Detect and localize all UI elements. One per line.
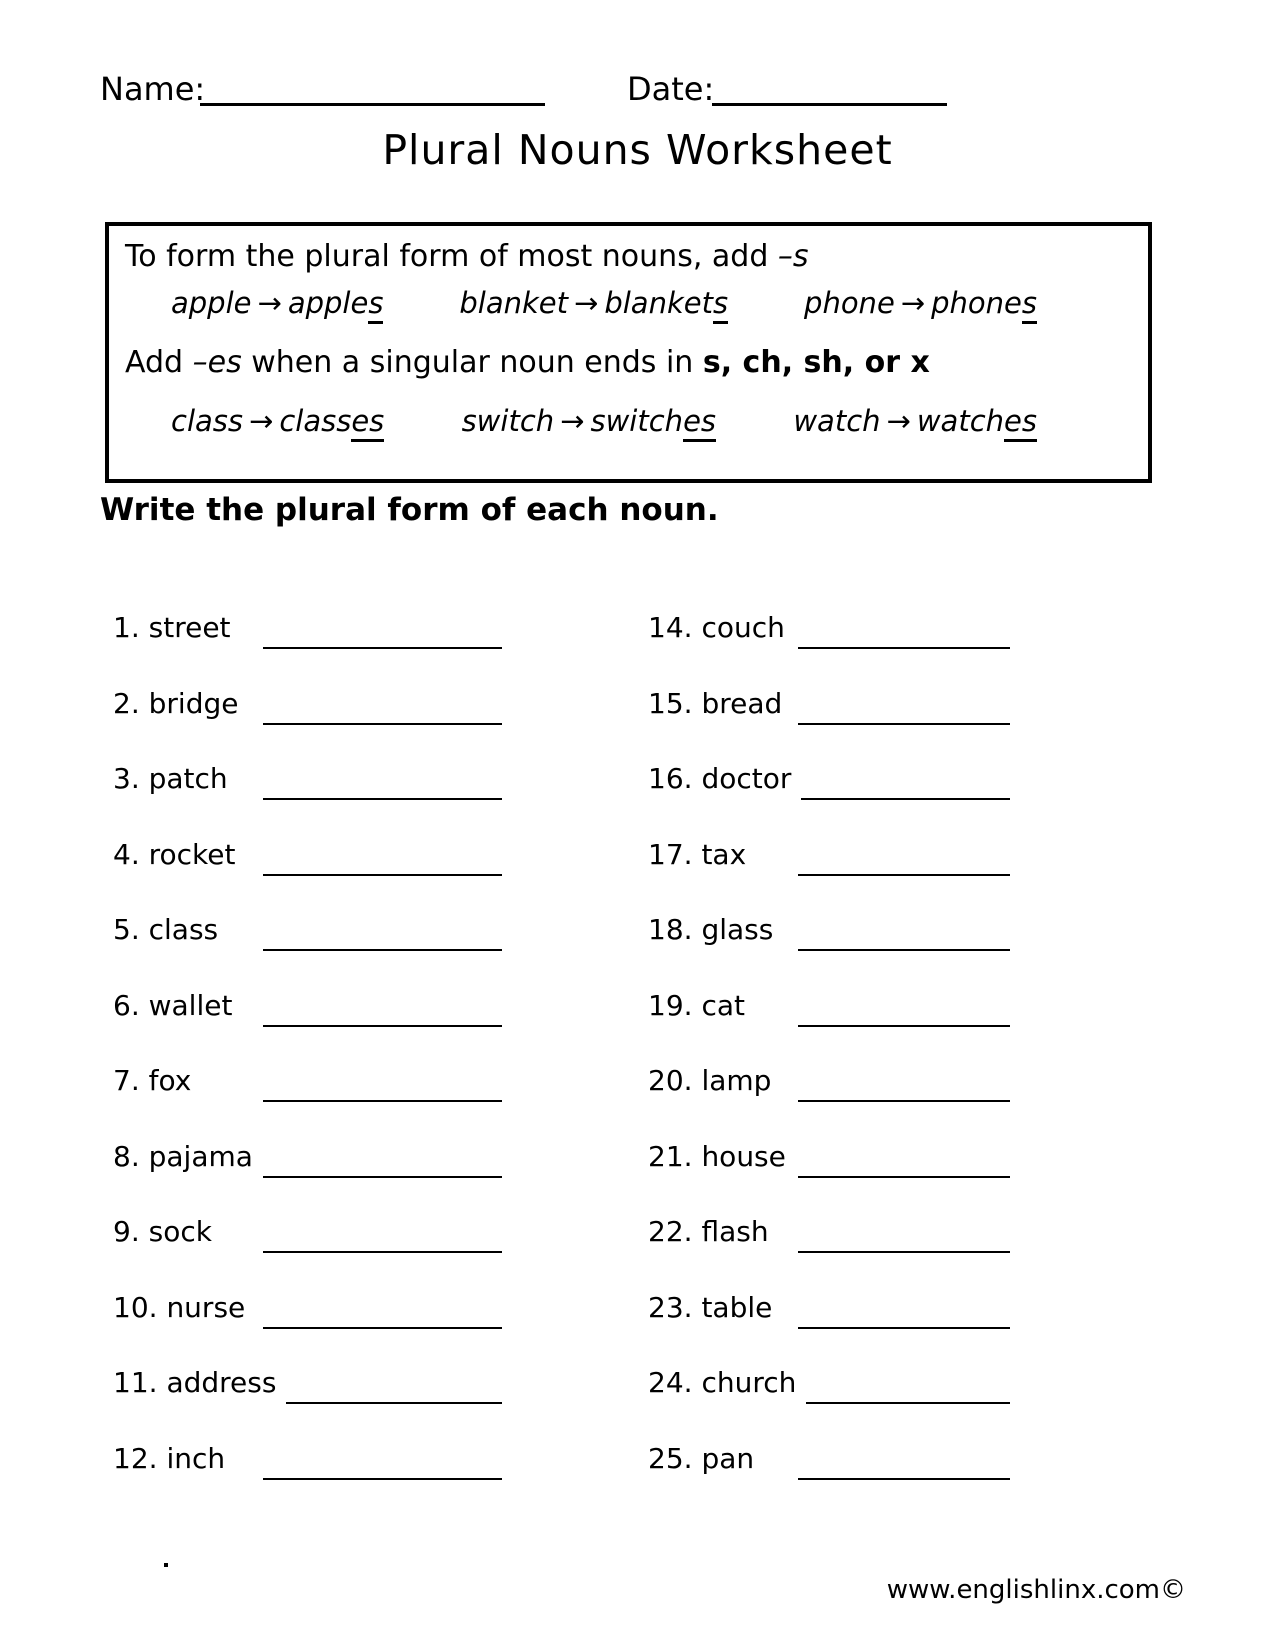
item-number: 14. (648, 611, 693, 644)
item-number: 17. (648, 837, 693, 871)
item-label (648, 1064, 798, 1098)
arrow-icon: → (574, 286, 599, 320)
rule-2-middle: when a singular noun ends in (241, 345, 703, 380)
item-number: 4. (113, 837, 140, 871)
item-number: 10. (113, 1290, 158, 1324)
instruction-text: Write the plural form of each noun. (100, 492, 719, 528)
item-word: class (148, 913, 219, 946)
item-row (648, 975, 1010, 1051)
item-word: church (701, 1366, 797, 1399)
item-label (113, 762, 263, 796)
date-blank-line (712, 70, 947, 106)
item-row (113, 1201, 502, 1277)
example-plural-stem: blanket (604, 286, 713, 320)
item-label (113, 1215, 263, 1249)
item-number: 22. (648, 1215, 693, 1248)
rule-1-before: To form the plural form of most nouns, add (125, 239, 778, 274)
answer-blank (798, 1215, 1010, 1253)
item-row (113, 597, 502, 673)
item-number: 5. (113, 913, 140, 946)
item-label (648, 1215, 798, 1249)
stray-dot (164, 1563, 168, 1567)
item-number: 16. (648, 762, 693, 795)
example-plural-stem: switch (590, 404, 684, 438)
example-plural-stem: phone (931, 286, 1022, 320)
item-word: lamp (701, 1064, 772, 1097)
example-plural-suffix: s (713, 286, 728, 324)
worksheet-list-right (648, 597, 1010, 1503)
example-switch (462, 404, 716, 438)
item-number: 18. (648, 913, 693, 946)
rule-2-before: Add (125, 345, 193, 380)
answer-blank (798, 1064, 1010, 1102)
item-label (648, 611, 798, 645)
item-label (648, 838, 798, 872)
answer-blank (801, 762, 1010, 800)
answer-blank (263, 838, 502, 876)
item-label (113, 1064, 263, 1098)
rule-2-text (125, 344, 1132, 382)
answer-blank (263, 1291, 502, 1329)
item-row (113, 1428, 502, 1504)
answer-blank (798, 1291, 1010, 1329)
item-number: 2. (113, 686, 140, 720)
item-word: patch (148, 762, 228, 795)
example-class (171, 404, 384, 438)
example-plural-stem: watch (916, 404, 1005, 438)
item-label (113, 1140, 263, 1174)
item-label (648, 1366, 806, 1400)
example-watch (793, 404, 1037, 438)
item-row (113, 1277, 502, 1353)
item-label (648, 989, 798, 1023)
item-word: table (701, 1290, 773, 1324)
arrow-icon: → (249, 404, 274, 438)
item-row (648, 1277, 1010, 1353)
page-title: Plural Nouns Worksheet (382, 126, 893, 174)
item-word: rocket (148, 837, 236, 871)
item-word: inch (166, 1441, 226, 1475)
item-row (648, 824, 1010, 900)
item-word: sock (148, 1215, 212, 1248)
rule-2-endings: s, ch, sh, or x (702, 345, 930, 380)
item-row (113, 975, 502, 1051)
item-row (648, 748, 1010, 824)
item-row (113, 824, 502, 900)
item-word: address (166, 1366, 277, 1399)
item-label (648, 687, 798, 721)
item-label (113, 1442, 263, 1476)
item-row (113, 1126, 502, 1202)
item-row (648, 597, 1010, 673)
answer-blank (263, 611, 502, 649)
item-label (113, 1291, 263, 1325)
answer-blank (263, 1442, 502, 1480)
example-singular: watch (793, 404, 881, 438)
item-label (648, 913, 798, 947)
item-word: house (701, 1139, 786, 1173)
item-row (648, 673, 1010, 749)
item-word: glass (701, 913, 774, 946)
item-number: 1. (113, 611, 140, 644)
answer-blank (798, 989, 1010, 1027)
item-label (648, 1140, 798, 1174)
item-number: 24. (648, 1366, 693, 1399)
example-plural-suffix: es (683, 404, 716, 442)
example-plural-suffix: es (351, 404, 384, 442)
item-label (648, 1442, 798, 1476)
item-row (648, 1352, 1010, 1428)
item-label (113, 913, 263, 947)
item-number: 15. (648, 686, 693, 720)
item-word: cat (701, 988, 745, 1022)
item-number: 7. (113, 1064, 140, 1097)
item-word: fox (148, 1064, 192, 1097)
answer-blank (798, 1140, 1010, 1178)
example-phone (804, 286, 1037, 320)
rules-box (105, 222, 1152, 483)
example-plural-suffix: s (1022, 286, 1037, 324)
name-blank-line (200, 70, 545, 106)
item-word: bridge (148, 686, 239, 720)
item-word: couch (701, 611, 785, 644)
item-row (113, 673, 502, 749)
item-row (113, 748, 502, 824)
answer-blank (798, 1442, 1010, 1480)
example-plural-suffix: s (368, 286, 383, 324)
answer-blank (263, 687, 502, 725)
item-row (113, 1352, 502, 1428)
answer-blank (286, 1366, 502, 1404)
answer-blank (263, 1215, 502, 1253)
worksheet-list-left (113, 597, 502, 1503)
answer-blank (263, 1140, 502, 1178)
example-plural-suffix: es (1004, 404, 1037, 442)
item-row (648, 1050, 1010, 1126)
item-word: wallet (148, 988, 233, 1022)
answer-blank (798, 838, 1010, 876)
footer-url: www.englishlinx.com© (886, 1575, 1186, 1605)
item-label (113, 838, 263, 872)
example-apple (171, 286, 383, 320)
item-row (648, 1428, 1010, 1504)
name-label: Name: (100, 70, 206, 108)
item-number: 8. (113, 1139, 140, 1173)
item-number: 6. (113, 988, 140, 1022)
answer-blank (263, 1064, 502, 1102)
item-word: nurse (166, 1290, 246, 1324)
item-label (648, 1291, 798, 1325)
item-number: 3. (113, 762, 140, 795)
example-singular: class (171, 404, 243, 438)
rule-1-examples (125, 286, 1132, 320)
item-word: pajama (148, 1139, 253, 1173)
item-row (648, 899, 1010, 975)
item-number: 23. (648, 1290, 693, 1324)
item-label (113, 687, 263, 721)
arrow-icon: → (886, 404, 911, 438)
example-singular: blanket (459, 286, 569, 320)
item-number: 9. (113, 1215, 140, 1248)
answer-blank (798, 687, 1010, 725)
date-label: Date: (627, 70, 715, 108)
item-number: 20. (648, 1064, 693, 1097)
item-number: 11. (113, 1366, 158, 1399)
item-label (113, 611, 263, 645)
answer-blank (798, 913, 1010, 951)
item-word: bread (701, 686, 783, 720)
item-row (113, 1050, 502, 1126)
answer-blank (806, 1366, 1010, 1404)
arrow-icon: → (257, 286, 282, 320)
example-singular: phone (804, 286, 895, 320)
example-singular: switch (461, 404, 555, 438)
example-plural-stem: class (279, 404, 352, 438)
arrow-icon: → (560, 404, 585, 438)
item-label (113, 989, 263, 1023)
rule-1-text (125, 238, 1132, 276)
answer-blank (263, 989, 502, 1027)
rule-2-suffix: –es (192, 345, 242, 380)
item-word: doctor (701, 762, 792, 795)
answer-blank (798, 611, 1010, 649)
item-row (113, 899, 502, 975)
rule-1-suffix: –s (777, 239, 809, 274)
item-word: tax (701, 837, 747, 871)
item-number: 21. (648, 1139, 693, 1173)
item-number: 25. (648, 1441, 693, 1475)
item-number: 19. (648, 988, 693, 1022)
example-singular: apple (171, 286, 252, 320)
item-label (113, 1366, 286, 1400)
answer-blank (263, 762, 502, 800)
item-row (648, 1126, 1010, 1202)
item-word: pan (701, 1441, 755, 1475)
rule-2-examples (125, 404, 1132, 438)
item-row (648, 1201, 1010, 1277)
answer-blank (263, 913, 502, 951)
example-plural-stem: apple (287, 286, 369, 320)
item-number: 12. (113, 1441, 158, 1475)
item-label (648, 762, 801, 796)
item-word: street (148, 611, 231, 644)
arrow-icon: → (900, 286, 926, 320)
example-blanket (459, 286, 728, 320)
item-word: flash (701, 1215, 769, 1248)
